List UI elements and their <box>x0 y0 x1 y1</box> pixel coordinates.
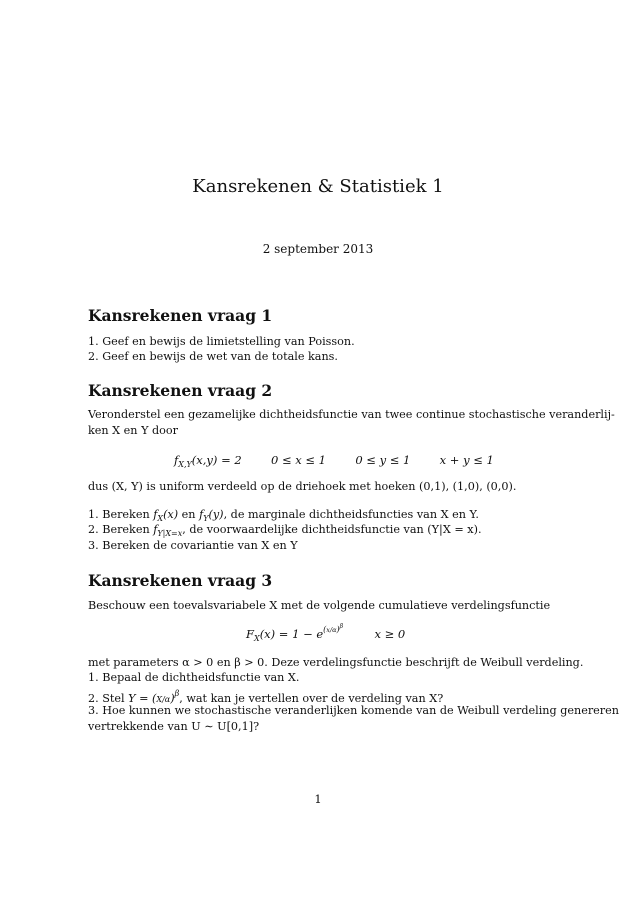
cdf-subscript: X <box>253 634 260 643</box>
weibull-cdf-equation <box>246 623 405 643</box>
section2-intro-line1: Veronderstel een gezamelijke dichtheidsfunctie van twee continue stochastische veranderlij- <box>88 408 615 421</box>
section2-item-2: 2. Bereken $f_{Y|X=x}$, de voorwaardelijke dichtheidsfunctie van (Y|X = x). <box>88 523 482 538</box>
section2-heading: Kansrekenen vraag 2 <box>88 381 273 400</box>
section3-item-2: 2. Stel $Y = (X/\alpha)^\beta$, wat kan je vertellen over de verdeling van X? <box>88 689 444 705</box>
section3-intro: Beschouw een toevalsvariabele X met de volgende cumulatieve verdelingsfunctie <box>88 599 551 612</box>
eq-cond-y: 0 ≤ y ≤ 1 <box>355 453 411 467</box>
section2-after-equation: dus (X, Y) is uniform verdeeld op de driehoek met hoeken (0,1), (1,0), (0,0). <box>88 480 517 493</box>
section3-heading: Kansrekenen vraag 3 <box>88 571 273 590</box>
eq-cond-sum: x + y ≤ 1 <box>439 453 494 467</box>
document-title: Kansrekenen & Statistiek 1 <box>192 176 444 197</box>
item2-prefix-s3: 2. Stel <box>88 692 129 705</box>
cdf-condition: x ≥ 0 <box>374 627 406 641</box>
item1-and: en <box>178 508 200 521</box>
item2-suffix-s3: , wat kan je vertellen over de verdeling van X? <box>179 692 444 705</box>
document-date: 2 september 2013 <box>262 242 374 256</box>
joint-density-equation <box>174 453 494 469</box>
eq-cond-x: 0 ≤ x ≤ 1 <box>270 453 326 467</box>
item1-prefix: 1. Bereken <box>88 508 154 521</box>
page-number: 1 <box>314 792 322 806</box>
section1-item-2: 2. Geef en bewijs de wet van de totale kans. <box>88 350 338 363</box>
section3-item-3-line1: 3. Hoe kunnen we stochastische veranderlijken komende van de Weibull verdeling genereren <box>88 704 619 717</box>
section3-params: met parameters α > 0 en β > 0. Deze verdelingsfunctie beschrijft de Weibull verdeling. <box>88 656 584 669</box>
cdf-F: F <box>246 627 254 641</box>
item2-suffix: , de voorwaardelijke dichtheidsfunctie van (Y|X = x). <box>182 523 482 536</box>
cdf-rest: (x) = 1 − e <box>259 627 324 641</box>
eq-args: (x,y) = 2 <box>191 453 242 467</box>
section2-intro-line2: ken X en Y door <box>88 424 178 437</box>
item2-prefix: 2. Bereken <box>88 523 154 536</box>
section1-heading: Kansrekenen vraag 1 <box>88 306 273 325</box>
eq-f: f <box>174 453 179 467</box>
section3-item-1: 1. Bepaal de dichtheidsfunctie van X. <box>88 671 300 684</box>
eq-f-subscript: X,Y <box>178 460 192 469</box>
section3-item-3-line2: vertrekkende van U ∼ U[0,1]? <box>88 720 260 733</box>
section2-item-1: 1. Bereken $f_X(x)$ en $f_Y(y)$, de marginale dichtheidsfuncties van X en Y. <box>88 508 479 523</box>
item1-suffix: , de marginale dichtheidsfuncties van X en Y. <box>223 508 479 521</box>
section2-item-3: 3. Bereken de covariantie van X en Y <box>88 539 298 552</box>
section1-item-1: 1. Geef en bewijs de limietstelling van Poisson. <box>88 335 355 348</box>
cdf-exponent: (x/α)β <box>323 623 344 634</box>
